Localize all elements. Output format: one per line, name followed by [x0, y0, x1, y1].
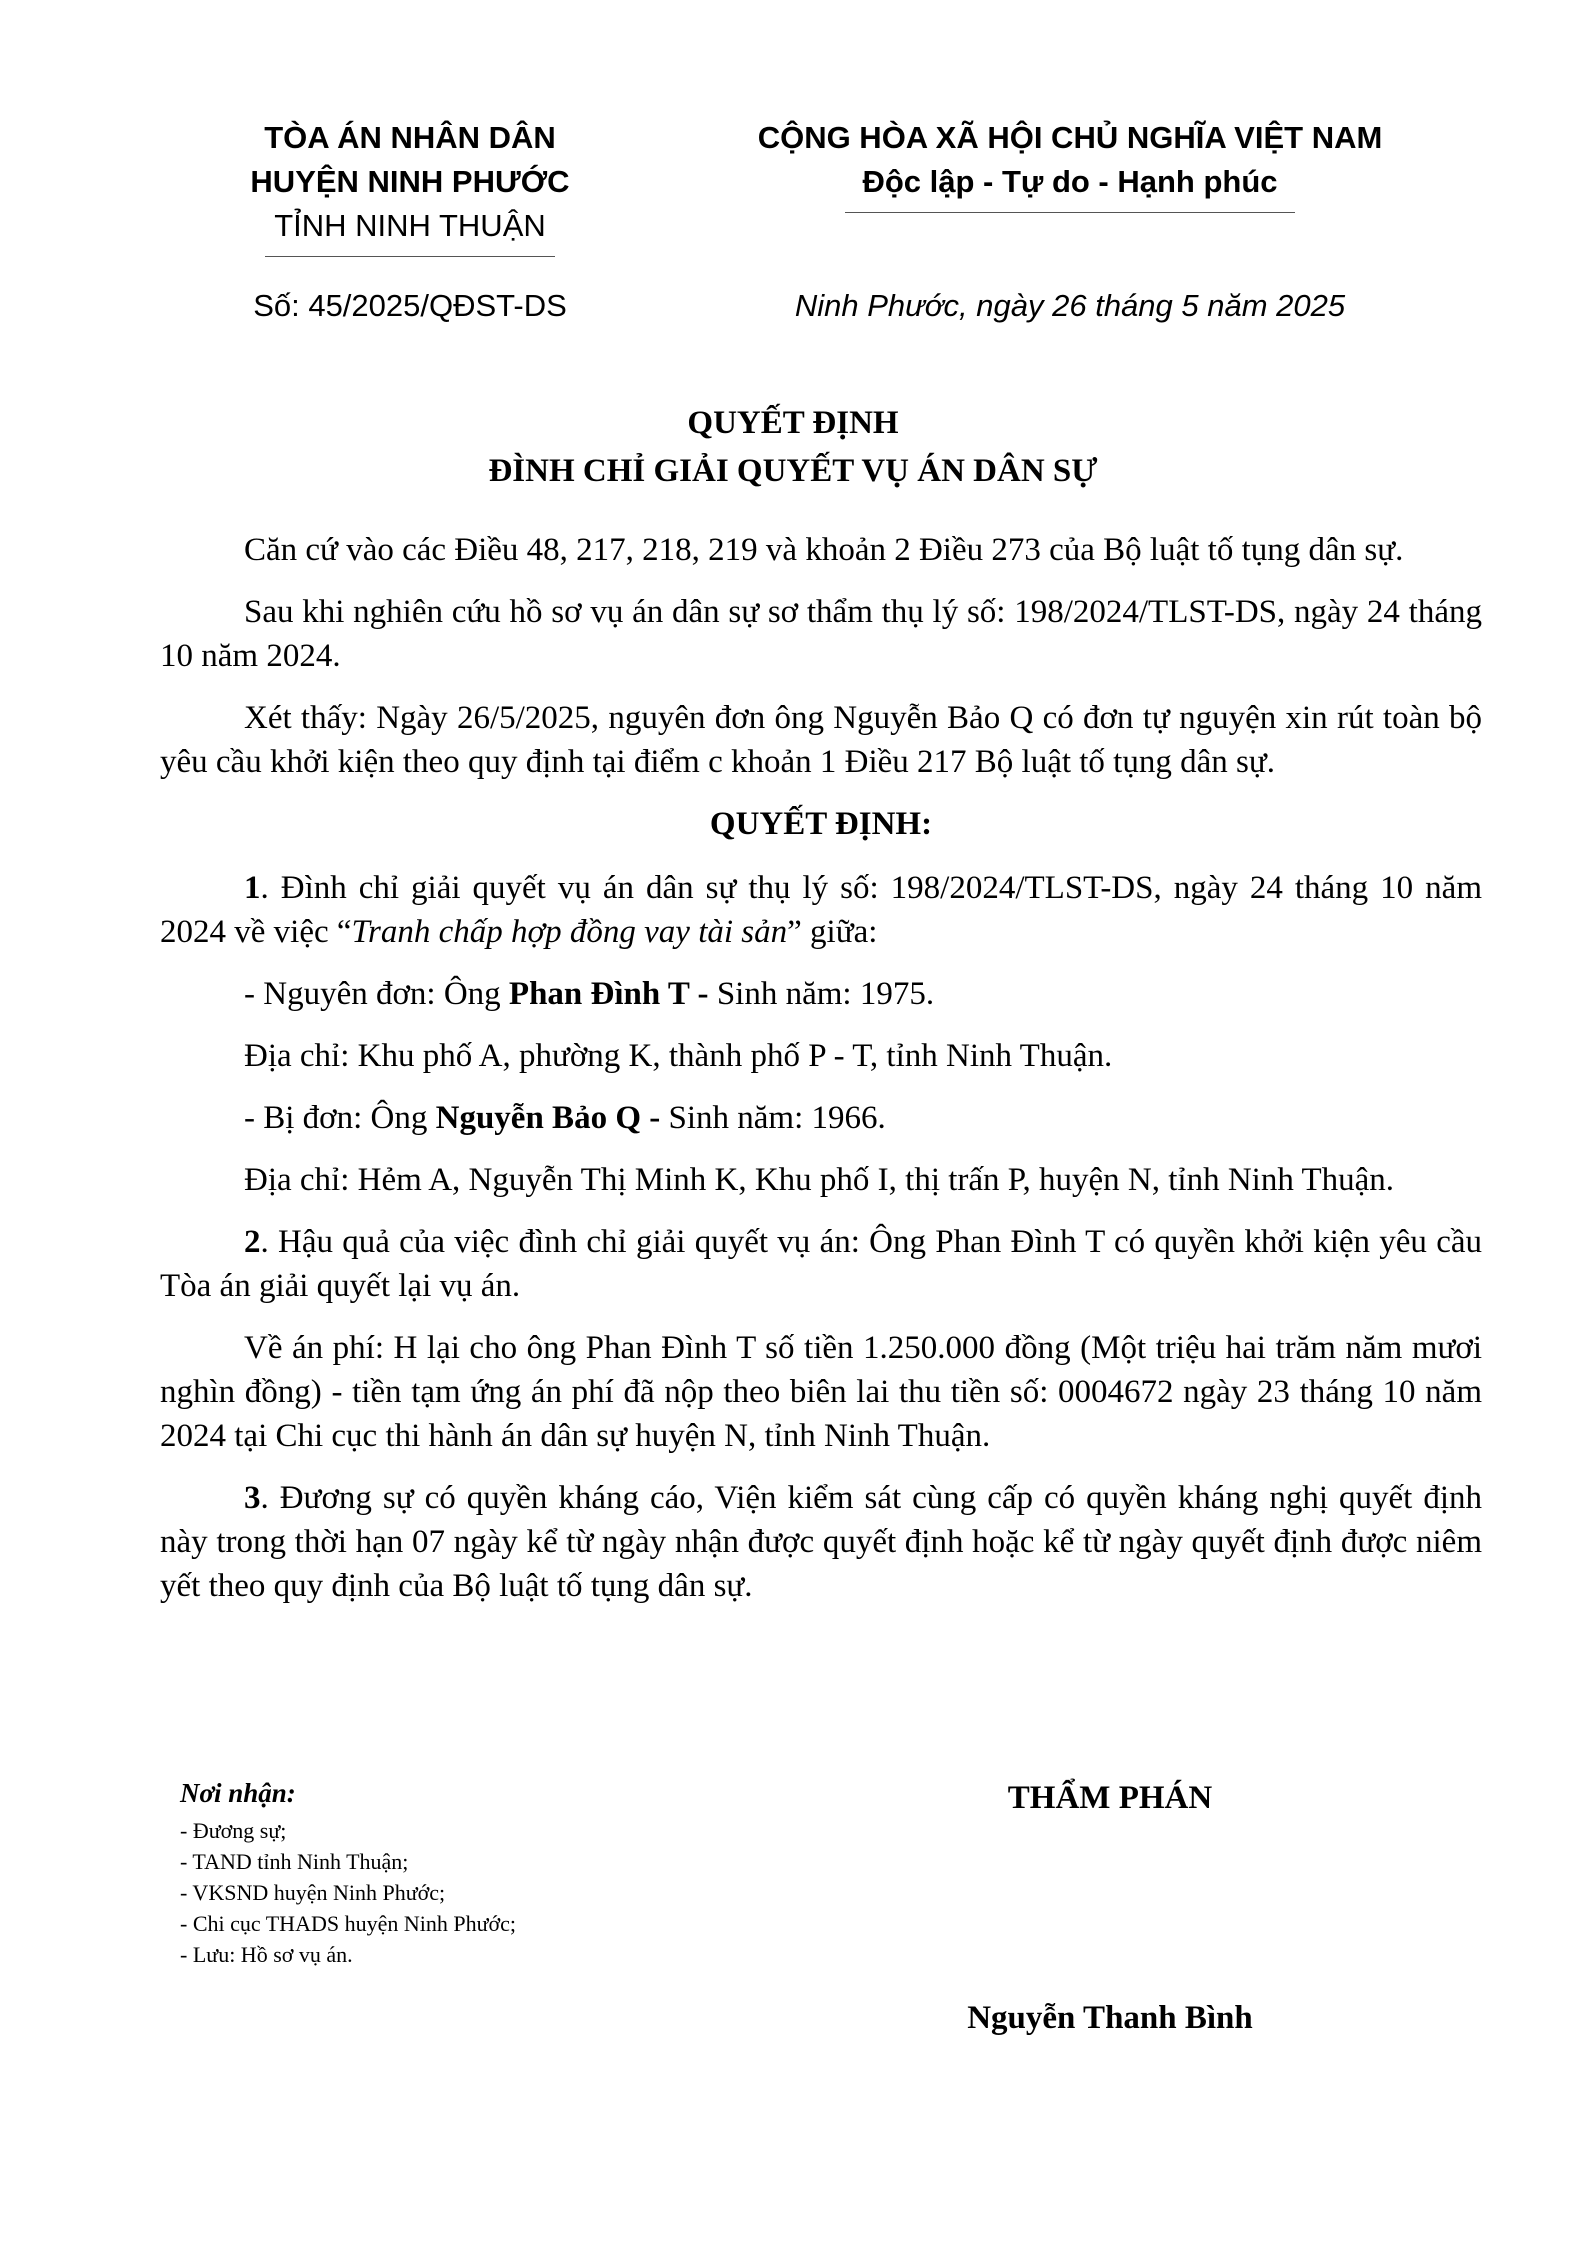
decision-item-2 — [160, 1220, 1482, 1308]
issuer-divider — [265, 256, 555, 257]
national-motto: Độc lập - Tự do - Hạnh phúc — [862, 164, 1278, 199]
legal-basis-paragraph: Căn cứ vào các Điều 48, 217, 218, 219 và khoản 2 Điều 273 của Bộ luật tố tụng dân sự. — [244, 532, 1404, 568]
item-number: 1 — [244, 870, 261, 906]
court-name-line1: TÒA ÁN NHÂN DÂN — [264, 120, 556, 155]
recipients-title: Nơi nhận: — [180, 1778, 296, 1808]
issuer-block — [180, 116, 640, 257]
decision-item-3 — [160, 1476, 1482, 1608]
court-name-line2: HUYỆN NINH PHƯỚC — [250, 164, 570, 199]
consideration-paragraph: Xét thấy: Ngày 26/5/2025, nguyên đơn ông Nguyễn Bảo Q có đơn tự nguyện xin rút toàn bộ yêu cầu khởi kiện theo quy định tại điểm c khoản 1 Điều 217 Bộ luật tố tụng dân sự. — [160, 700, 1482, 780]
plaintiff-birth: Sinh năm: 1975. — [708, 976, 935, 1012]
item-text: . Hậu quả của việc đình chỉ giải quyết vụ án: Ông Phan Đình T có quyền khởi kiện yêu cầu Tòa án giải quyết lại vụ án. — [160, 1224, 1482, 1304]
defendant-birth: Sinh năm: 1966. — [660, 1100, 886, 1136]
recipient-item: - Chi cục THADS huyện Ninh Phước; — [180, 1911, 517, 1936]
decision-heading: QUYẾT ĐỊNH: — [709, 806, 933, 842]
recipients-block — [180, 1778, 780, 1970]
country-name: CỘNG HÒA XÃ HỘI CHỦ NGHĨA VIỆT NAM — [757, 120, 1383, 155]
plaintiff-name: Phan Đình T - — [508, 976, 709, 1012]
defendant-label: - Bị đơn: Ông — [244, 1100, 436, 1136]
court-province: TỈNH NINH THUẬN — [274, 208, 546, 243]
item-number: 3 — [244, 1480, 261, 1516]
case-type: Tranh chấp hợp đồng vay tài sản — [351, 914, 788, 950]
recipient-item: - Lưu: Hồ sơ vụ án. — [180, 1942, 353, 1967]
item-number: 2 — [244, 1224, 261, 1260]
defendant-line — [160, 1096, 1482, 1140]
document-body — [160, 528, 1482, 1626]
national-motto-block — [740, 116, 1400, 213]
recipient-item: - VKSND huyện Ninh Phước; — [180, 1880, 446, 1905]
recipient-item: - Đương sự; — [180, 1818, 287, 1843]
recipient-item: - TAND tỉnh Ninh Thuận; — [180, 1849, 409, 1874]
item-text: . Đình chỉ giải quyết vụ án dân sự thụ lý số: 198/2024/TLST-DS, ngày 24 tháng 10 năm 2024 về việc “ — [160, 870, 1482, 950]
document-subtitle: ĐÌNH CHỈ GIẢI QUYẾT VỤ ÁN DÂN SỰ — [488, 453, 1098, 489]
motto-divider — [845, 212, 1295, 213]
plaintiff-label: - Nguyên đơn: Ông — [244, 976, 509, 1012]
case-review-paragraph: Sau khi nghiên cứu hồ sơ vụ án dân sự sơ thẩm thụ lý số: 198/2024/TLST-DS, ngày 24 tháng 10 năm 2024. — [160, 594, 1482, 674]
court-fee-paragraph: Về án phí: H lại cho ông Phan Đình T số tiền 1.250.000 đồng (Một triệu hai trăm năm mươi nghìn đồng) - tiền tạm ứng án phí đã nộp theo biên lai thu tiền số: 0004672 ngày 23 tháng 10 năm 2024 tại Chi cục thi hành án dân sự huyện N, tỉnh Ninh Thuận. — [160, 1330, 1482, 1454]
defendant-address: Địa chỉ: Hẻm A, Nguyễn Thị Minh K, Khu phố I, thị trấn P, huyện N, tỉnh Ninh Thuận. — [244, 1162, 1395, 1198]
defendant-name: Nguyễn Bảo Q - — [435, 1100, 661, 1136]
document-title: QUYẾT ĐỊNH — [687, 405, 899, 441]
document-number: Số: 45/2025/QĐST-DS — [253, 288, 567, 323]
item-text-end: ” giữa: — [787, 914, 878, 950]
signer-name: Nguyễn Thanh Bình — [967, 2000, 1253, 2036]
signer-title: THẨM PHÁN — [1007, 1780, 1213, 1816]
place-date: Ninh Phước, ngày 26 tháng 5 năm 2025 — [794, 288, 1346, 323]
plaintiff-line — [160, 972, 1482, 1016]
plaintiff-address: Địa chỉ: Khu phố A, phường K, thành phố P - T, tỉnh Ninh Thuận. — [244, 1038, 1113, 1074]
decision-item-1 — [160, 866, 1482, 954]
item-text: . Đương sự có quyền kháng cáo, Viện kiểm sát cùng cấp có quyền kháng nghị quyết định này trong thời hạn 07 ngày kể từ ngày nhận được quyết định hoặc kể từ ngày quyết định được niêm yết theo quy định của Bộ luật tố tụng dân sự. — [160, 1480, 1482, 1604]
